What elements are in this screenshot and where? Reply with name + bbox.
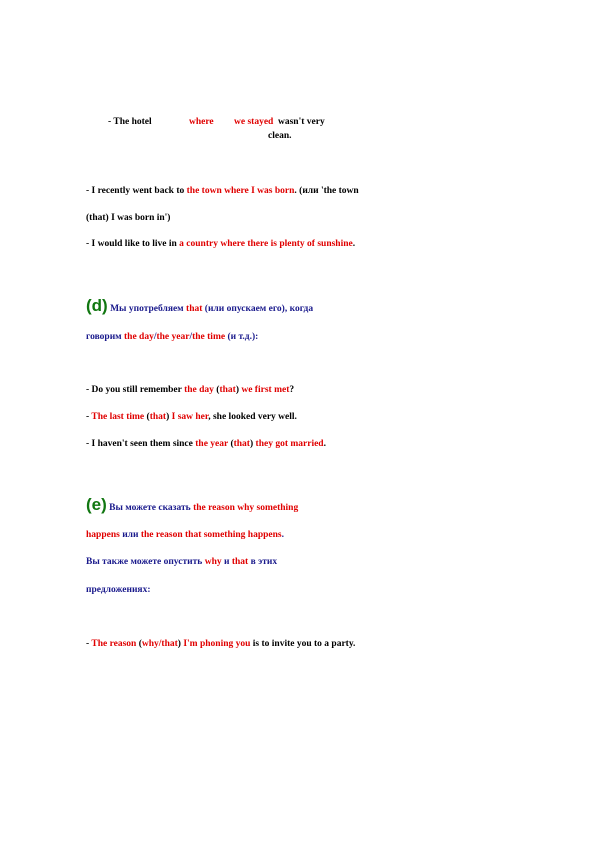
text: /: [153, 332, 157, 342]
example-year-line: [86, 438, 326, 450]
highlight: they got married: [255, 439, 324, 449]
highlight: that: [219, 385, 236, 395]
text: (: [136, 639, 142, 649]
text: -: [86, 639, 92, 649]
section-d-line-2: [86, 331, 258, 343]
text: Вы также можете опустить: [86, 557, 205, 567]
highlight: we first met: [241, 385, 290, 395]
text: is to invite you to a party.: [250, 639, 356, 649]
text: говорим: [86, 332, 125, 342]
highlight: that: [231, 557, 249, 567]
example-town-line: [86, 185, 359, 197]
text: ): [177, 639, 184, 649]
text: (или опускаем его), когда: [202, 304, 314, 314]
highlight: the day: [124, 332, 154, 342]
highlight: why: [204, 557, 222, 567]
highlight: the reason why something: [193, 503, 299, 513]
text: .: [323, 439, 326, 449]
text: ?: [289, 385, 295, 395]
highlight: The reason: [91, 639, 137, 649]
text: (: [144, 412, 150, 422]
highlight-we-stayed: we stayed: [234, 117, 274, 127]
text: . (: [294, 186, 303, 196]
highlight: The last time: [91, 412, 145, 422]
section-e-line-2: [86, 529, 284, 541]
text: - Do you still remember: [86, 385, 185, 395]
text: Мы употребляем: [107, 304, 187, 314]
section-e-line-3: [86, 556, 277, 568]
text: /: [189, 332, 193, 342]
example-hotel-line: [108, 116, 152, 128]
example-reason-line: [86, 638, 355, 650]
highlight-where: where: [189, 117, 214, 127]
section-letter: (e): [86, 495, 107, 514]
text: - I haven't seen them since: [86, 439, 196, 449]
highlight: a country where there is plenty of sunshine: [179, 239, 353, 249]
example-last-time-line: [86, 411, 297, 423]
example-country-line: [86, 238, 355, 250]
text: (и т.д.):: [225, 332, 259, 342]
text: -: [86, 412, 92, 422]
text: (: [213, 385, 220, 395]
text: или: [302, 186, 319, 196]
text: - I recently went back to: [86, 186, 187, 196]
highlight: why/that: [141, 639, 178, 649]
text: 'the town: [318, 186, 359, 196]
text: .: [281, 530, 284, 540]
text: ): [166, 412, 172, 422]
highlight: that: [186, 304, 203, 314]
example-day-line: [86, 384, 294, 396]
highlight: happens: [86, 530, 120, 540]
highlight: I'm phoning you: [183, 639, 251, 649]
highlight: the time: [192, 332, 226, 342]
text-wasnt-very: wasn't very: [278, 117, 325, 127]
text: в этих: [248, 557, 278, 567]
section-e-heading: [86, 495, 298, 518]
text: (: [228, 439, 234, 449]
text: , she looked very well.: [208, 412, 297, 422]
highlight: the day: [184, 385, 214, 395]
text: .: [352, 239, 356, 249]
highlight: that: [233, 439, 250, 449]
highlight: the reason that something happens: [140, 530, 282, 540]
text: Вы можете сказать: [106, 503, 194, 513]
text: или: [119, 530, 141, 540]
highlight: the year: [156, 332, 190, 342]
text: ): [235, 385, 242, 395]
text-clean: clean.: [268, 131, 292, 141]
example-town-line-2: (that) I was born in'): [86, 213, 171, 223]
text: - The hotel: [108, 117, 152, 127]
text: и: [221, 557, 232, 567]
section-e-line-4: предложениях:: [86, 585, 151, 595]
text: ): [249, 439, 256, 449]
section-d-heading: [86, 296, 313, 319]
section-letter: (d): [86, 296, 108, 315]
highlight: I saw her: [171, 412, 209, 422]
highlight: the year: [195, 439, 229, 449]
highlight: that: [149, 412, 167, 422]
text: - I would like to live in: [86, 239, 180, 249]
highlight: the town where I was born: [186, 186, 295, 196]
